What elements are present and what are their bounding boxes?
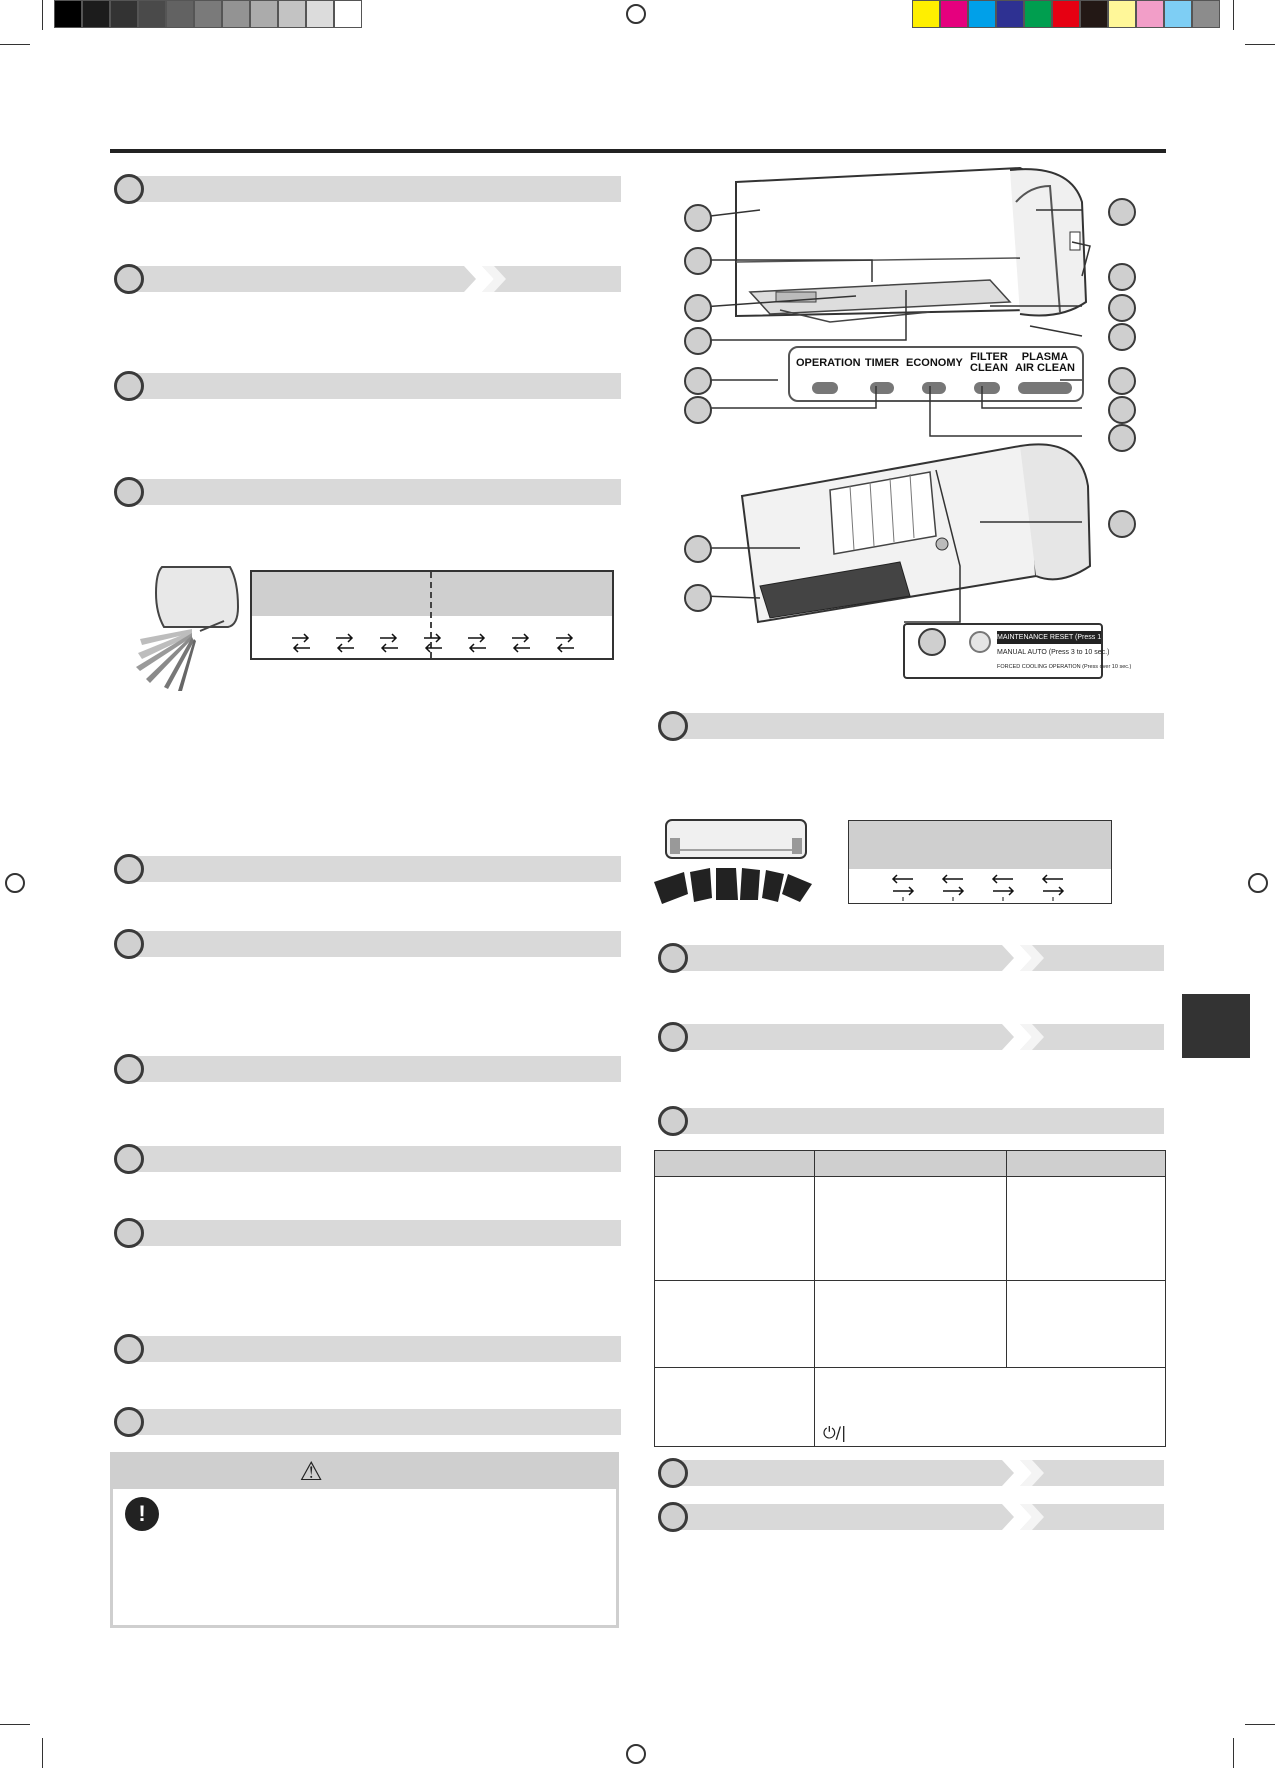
horizontal-airflow-arrows (889, 873, 1089, 901)
horizontal-airflow-illustration (650, 818, 820, 914)
registration-mark-bottom (626, 1744, 646, 1764)
section-number-circle (658, 1022, 688, 1052)
gray-swatch (222, 0, 250, 28)
caution-triangle-icon: ⚠ (299, 1457, 323, 1487)
crop-mark (0, 1724, 30, 1725)
callout-number-circle (1108, 294, 1136, 322)
status-table-row-divider-2 (655, 1367, 1165, 1368)
callout-number-circle (684, 367, 712, 395)
section-header-bar (128, 1220, 621, 1246)
section-number-circle (114, 477, 144, 507)
section-header-bar (128, 1336, 621, 1362)
color-swatch (1080, 0, 1108, 28)
gray-swatch (194, 0, 222, 28)
timer-lamp-label: TIMER (864, 357, 900, 369)
callout-number-circle (684, 204, 712, 232)
section-chevron-icon (1002, 945, 1052, 971)
callout-number-circle (684, 327, 712, 355)
section-header-bar (672, 1460, 1164, 1486)
section-number-circle (114, 1407, 144, 1437)
color-swatch (940, 0, 968, 28)
section-number-circle (114, 1054, 144, 1084)
section-header-bar (128, 1146, 621, 1172)
page-top-rule (110, 149, 1166, 153)
section-number-circle (114, 1218, 144, 1248)
callout-number-circle (1108, 510, 1136, 538)
callout-leader-lines (660, 180, 1132, 680)
crop-mark (1233, 0, 1234, 30)
caution-header (113, 1455, 616, 1489)
gray-swatch (82, 0, 110, 28)
arrow-pairs-svg (292, 632, 592, 656)
color-swatch (1024, 0, 1052, 28)
status-table (654, 1150, 1166, 1447)
color-swatch (912, 0, 940, 28)
registration-mark-right (1248, 873, 1268, 893)
operation-lamp-label: OPERATION (796, 357, 861, 369)
power-symbol: ⏻/| (823, 1423, 847, 1442)
color-swatch (968, 0, 996, 28)
section-number-circle (658, 1458, 688, 1488)
callout-number-circle (1108, 198, 1136, 226)
callout-number-circle (684, 396, 712, 424)
color-swatch (996, 0, 1024, 28)
economy-lamp-label: ECONOMY (906, 357, 963, 369)
section-header-bar (128, 856, 621, 882)
section-number-circle (658, 711, 688, 741)
forced-cooling-label: FORCED COOLING OPERATION (Press over 10 sec.) (997, 664, 1132, 670)
section-number-circle (658, 943, 688, 973)
callout-number-circle (684, 294, 712, 322)
color-swatch (1136, 0, 1164, 28)
status-table-row-divider-1 (655, 1280, 1165, 1281)
section-number-circle (114, 264, 144, 294)
section-number-circle (114, 174, 144, 204)
crop-mark (42, 0, 43, 30)
color-swatch (1164, 0, 1192, 28)
section-header-bar (672, 713, 1164, 739)
callout-number-circle (684, 535, 712, 563)
section-number-circle (658, 1106, 688, 1136)
section-header-bar (128, 373, 621, 399)
registration-mark-top (626, 4, 646, 24)
section-number-circle (114, 854, 144, 884)
maintenance-reset-label: MAINTENANCE RESET (Press 1 sec.) (997, 631, 1101, 644)
color-bar (912, 0, 1222, 28)
horizontal-arrow-pairs-svg (889, 873, 1089, 901)
vertical-airflow-svg (120, 563, 250, 693)
crop-mark (0, 44, 30, 45)
callout-number-circle (1108, 263, 1136, 291)
color-swatch (1052, 0, 1080, 28)
section-number-circle (114, 929, 144, 959)
section-number-circle (114, 1334, 144, 1364)
section-chevron-icon (464, 266, 514, 292)
gray-swatch (250, 0, 278, 28)
callout-number-circle (918, 628, 946, 656)
color-swatch (1192, 0, 1220, 28)
section-header-bar (128, 266, 621, 292)
color-swatch (1108, 0, 1136, 28)
crop-mark (1233, 1738, 1234, 1768)
callout-number-circle (684, 584, 712, 612)
section-chevron-icon (1002, 1504, 1052, 1530)
gray-swatch (334, 0, 362, 28)
callout-number-circle (684, 247, 712, 275)
section-header-bar (672, 1108, 1164, 1134)
section-header-bar (128, 176, 621, 202)
gray-swatch (306, 0, 334, 28)
status-table-col-divider-2 (1006, 1151, 1007, 1367)
vertical-airflow-table (250, 570, 614, 660)
manual-auto-label: MANUAL AUTO (Press 3 to 10 sec.) (997, 649, 1110, 656)
section-number-circle (114, 1144, 144, 1174)
callout-number-circle (1108, 367, 1136, 395)
callout-number-circle (1108, 323, 1136, 351)
mandatory-icon: ! (125, 1497, 159, 1531)
gray-swatch (54, 0, 82, 28)
status-table-col-divider-1b (814, 1367, 815, 1447)
gray-swatch (138, 0, 166, 28)
callout-number-circle (1108, 396, 1136, 424)
vertical-airflow-table-header (252, 572, 612, 616)
crop-mark (1245, 44, 1275, 45)
chapter-tab (1182, 994, 1250, 1058)
section-header-bar (672, 1024, 1164, 1050)
gray-swatch (278, 0, 306, 28)
section-number-circle (658, 1502, 688, 1532)
section-number-circle (114, 371, 144, 401)
section-header-bar (128, 1409, 621, 1435)
section-header-bar (128, 479, 621, 505)
vertical-airflow-illustration (120, 563, 250, 693)
section-chevron-icon (1002, 1460, 1052, 1486)
status-table-header (655, 1151, 1165, 1177)
horizontal-airflow-svg (650, 818, 820, 914)
gray-swatch (166, 0, 194, 28)
status-table-col-divider-1 (814, 1151, 815, 1367)
section-header-bar (672, 1504, 1164, 1530)
section-header-bar (672, 945, 1164, 971)
crop-mark (1245, 1724, 1275, 1725)
callout-number-circle (1108, 424, 1136, 452)
vertical-airflow-arrows (292, 632, 592, 656)
horizontal-airflow-table (848, 820, 1112, 904)
horizontal-airflow-table-header (849, 821, 1111, 869)
section-header-bar (128, 931, 621, 957)
registration-mark-left (5, 873, 25, 893)
filter-clean-lamp-label: FILTER CLEAN (970, 351, 1008, 374)
grayscale-bar (54, 0, 364, 28)
caution-box (110, 1452, 619, 1628)
gray-swatch (110, 0, 138, 28)
section-header-bar (128, 1056, 621, 1082)
plasma-air-clean-lamp-label: PLASMA AIR CLEAN (1015, 351, 1075, 374)
section-chevron-icon (1002, 1024, 1052, 1050)
crop-mark (42, 1738, 43, 1768)
